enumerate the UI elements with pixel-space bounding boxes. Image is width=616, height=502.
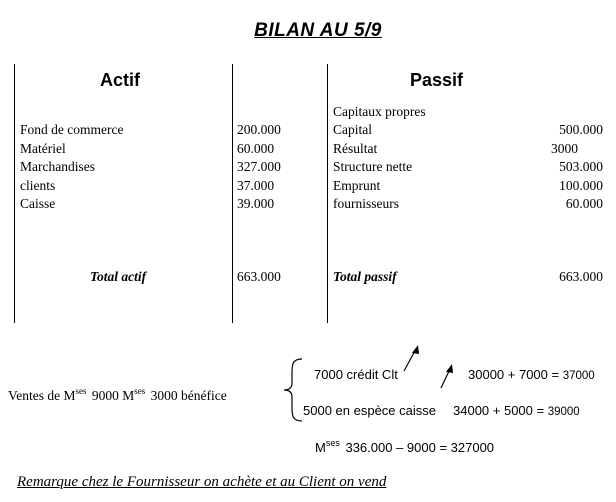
stock-sup: ses bbox=[325, 438, 340, 448]
cash-calc bbox=[453, 403, 580, 418]
passif-row-value: 3000 bbox=[551, 140, 578, 156]
passif-row-label: Structure nette bbox=[333, 159, 413, 174]
cash-line: 5000 en espèce caisse bbox=[303, 403, 436, 418]
total-actif-label: Total actif bbox=[90, 269, 147, 284]
passif-values bbox=[500, 121, 603, 214]
ventes-mid: 9000 M bbox=[88, 388, 135, 403]
passif-row-value: 100.000 bbox=[559, 177, 603, 193]
cash-result: 39000 bbox=[547, 406, 580, 418]
passif-row-value: 60.000 bbox=[565, 196, 603, 211]
total-passif-value: 663.000 bbox=[559, 269, 603, 284]
actif-heading: Actif bbox=[100, 70, 140, 90]
actif-row-value: 60.000 bbox=[237, 140, 275, 156]
actif-value-divider bbox=[232, 64, 233, 323]
stock-prefix: M bbox=[315, 440, 326, 455]
benefice-sup: ses bbox=[134, 386, 146, 396]
actif-row-value: 37.000 bbox=[237, 177, 275, 193]
passif-heading: Passif bbox=[410, 70, 464, 90]
passif-row-value: 503.000 bbox=[559, 159, 603, 174]
actif-row-label: Matériel bbox=[20, 140, 66, 156]
remark-text: Remarque chez le Fournisseur on achète et au Client on vend bbox=[17, 474, 387, 490]
passif-row-label: Résultat bbox=[333, 140, 378, 156]
total-passif-label: Total passif bbox=[333, 269, 397, 284]
passif-row-label: Emprunt bbox=[333, 177, 381, 193]
actif-row-label: clients bbox=[20, 177, 56, 193]
actif-row-label: Marchandises bbox=[20, 159, 95, 174]
passif-row-label: Capital bbox=[333, 122, 372, 137]
actif-values bbox=[237, 121, 281, 214]
ventes-prefix: Ventes de M bbox=[8, 388, 76, 403]
ventes-suffix: 3000 bénéfice bbox=[147, 388, 227, 403]
arrow-up-right-icon bbox=[435, 360, 461, 392]
actif-row-label: Fond de commerce bbox=[20, 122, 124, 137]
passif-section-label: Capitaux propres bbox=[333, 104, 426, 119]
center-divider bbox=[327, 64, 328, 323]
credit-calc-expr: 30000 + 7000 = bbox=[468, 367, 560, 382]
ventes-sup: ses bbox=[75, 386, 87, 396]
passif-row-label: fournisseurs bbox=[333, 196, 399, 211]
stock-calc-expr: 336.000 – 9000 = 327000 bbox=[341, 440, 495, 455]
actif-row-value: 200.000 bbox=[237, 122, 281, 137]
credit-calc bbox=[468, 367, 595, 382]
page-title: BILAN AU 5/9 bbox=[254, 20, 382, 41]
actif-row-label: Caisse bbox=[20, 196, 56, 211]
left-border-line bbox=[14, 64, 15, 323]
stock-calc bbox=[315, 438, 494, 455]
actif-row-value: 327.000 bbox=[237, 159, 281, 174]
total-actif-value: 663.000 bbox=[237, 269, 281, 284]
actif-labels bbox=[20, 121, 123, 214]
credit-result: 37000 bbox=[562, 370, 595, 382]
passif-row-value: 500.000 bbox=[559, 122, 603, 137]
credit-line: 7000 crédit Clt bbox=[314, 367, 398, 382]
arrow-up-right-icon bbox=[398, 343, 424, 375]
actif-row-value: 39.000 bbox=[237, 196, 275, 211]
passif-labels bbox=[333, 121, 412, 214]
ventes-note bbox=[8, 382, 227, 406]
cash-calc-expr: 34000 + 5000 = bbox=[453, 403, 545, 418]
